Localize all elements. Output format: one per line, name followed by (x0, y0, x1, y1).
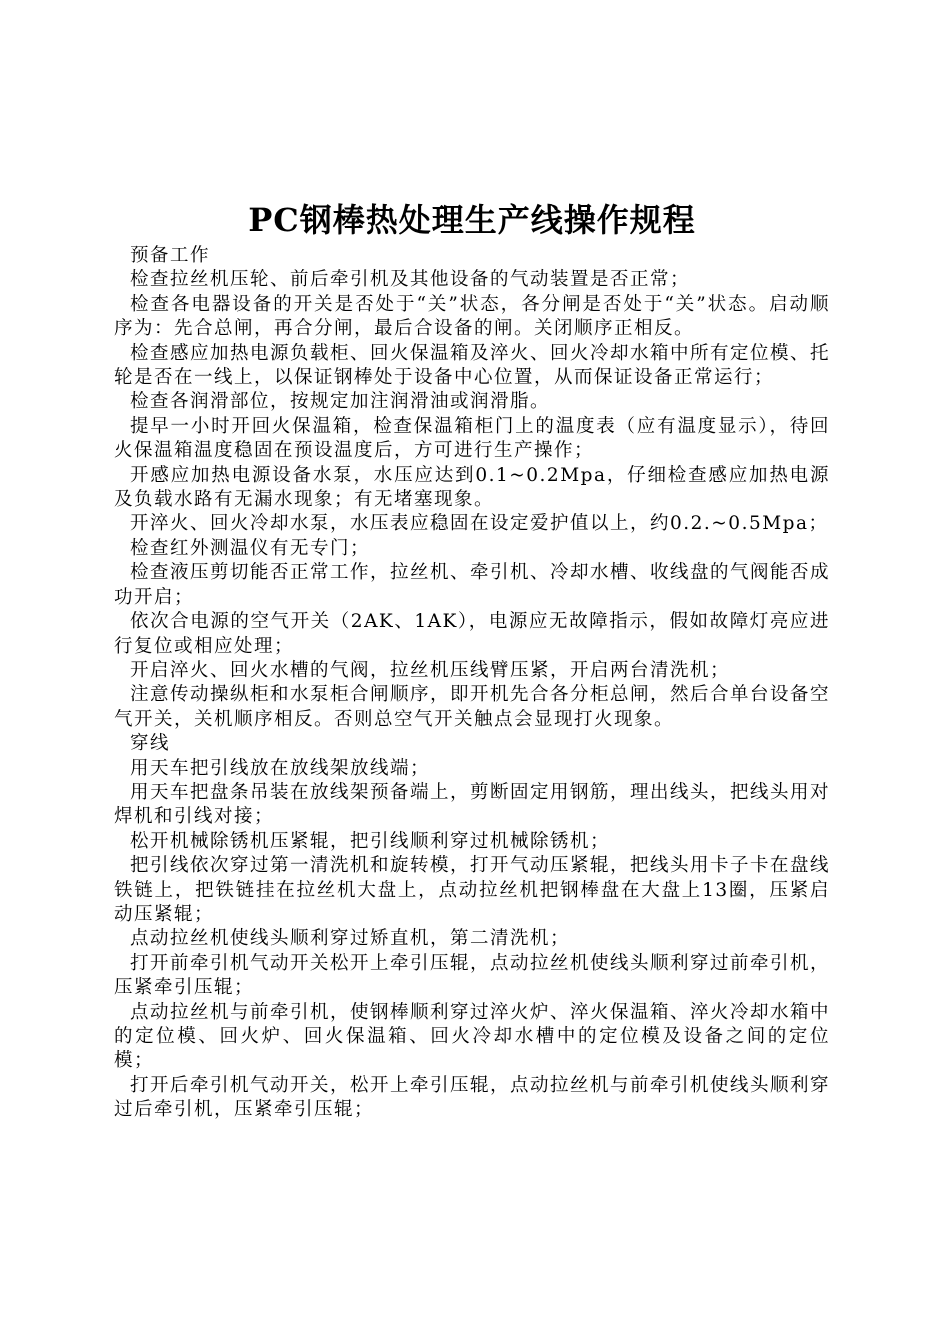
document-title: PC钢棒热处理生产线操作规程 (248, 201, 696, 239)
paragraph: 开淬火、回火冷却水泵，水压表应稳固在设定爱护值以上，约0.2.~0.5Mpa； (130, 513, 829, 535)
paragraph: 打开前牵引机气动开关松开上牵引压辊，点动拉丝机使线头顺利穿过前牵引机，压紧牵引压辊； (114, 952, 831, 999)
paragraph: 点动拉丝机使线头顺利穿过矫直机，第二清洗机； (130, 928, 571, 950)
paragraph: 注意传动操纵柜和水泵柜合闸顺序，即开机先合各分柜总闸，然后合单台设备空气开关，关机顺序相反。否则总空气开关触点会显现打火现象。 (114, 684, 831, 730)
paragraph: 检查感应加热电源负载柜、回火保温箱及淬火、回火冷却水箱中所有定位模、托轮是否在一线上，以保证钢棒处于设备中心位置，从而保证设备正常运行； (114, 342, 831, 389)
paragraph: 用天车把盘条吊装在放线架预备端上，剪断固定用钢筋，理出线头，把线头用对焊机和引线对接； (114, 781, 831, 828)
paragraph: 预备工作 (130, 245, 211, 266)
paragraph: 开感应加热电源设备水泵，水压应达到0.1~0.2Mpa，仔细检查感应加热电源及负载水路有无漏水现象；有无堵塞现象。 (114, 464, 830, 511)
paragraph: 检查各润滑部位，按规定加注润滑油或润滑脂。 (130, 391, 551, 413)
paragraph: 打开后牵引机气动开关，松开上牵引压辊，点动拉丝机与前牵引机使线头顺利穿过后牵引机，压紧牵引压辊； (114, 1074, 831, 1121)
paragraph: 检查各电器设备的开关是否处于“关”状态，各分闸是否处于“关”状态。启动顺序为：先合总闸，再合分闸，最后合设备的闸。关闭顺序正相反。 (114, 293, 830, 340)
paragraph: 用天车把引线放在放线架放线端； (130, 757, 431, 779)
paragraph: 穿线 (130, 733, 171, 755)
document-page (114, 196, 830, 1123)
paragraph: 检查液压剪切能否正常工作，拉丝机、牵引机、冷却水槽、收线盘的气阀能否成功开启； (114, 562, 831, 608)
paragraph: 松开机械除锈机压紧辊，把引线顺利穿过机械除锈机； (130, 830, 611, 852)
paragraph: 把引线依次穿过第一清洗机和旋转模，打开气动压紧辊，把线头用卡子卡在盘线铁链上，把铁链挂在拉丝机大盘上，点动拉丝机把钢棒盘在大盘上13圈，压紧启动压紧辊； (114, 855, 831, 925)
paragraph: 检查拉丝机压轮、前后牵引机及其他设备的气动装置是否正常； (130, 269, 691, 291)
paragraph: 检查红外测温仪有无专门； (130, 537, 371, 559)
document-body (114, 244, 830, 1123)
paragraph: 开启淬火、回火水槽的气阀，拉丝机压线臂压紧，开启两台清洗机； (130, 659, 731, 681)
paragraph: 点动拉丝机与前牵引机，使钢棒顺利穿过淬火炉、淬火保温箱、淬火冷却水箱中的定位模、回火炉、回火保温箱、回火冷却水槽中的定位模及设备之间的定位模； (114, 1001, 831, 1072)
paragraph: 依次合电源的空气开关（2AK、1AK），电源应无故障指示，假如故障灯亮应进行复位或相应处理； (114, 611, 830, 657)
paragraph: 提早一小时开回火保温箱，检查保温箱柜门上的温度表（应有温度显示），待回火保温箱温度稳固在预设温度后，方可进行生产操作； (114, 415, 830, 462)
